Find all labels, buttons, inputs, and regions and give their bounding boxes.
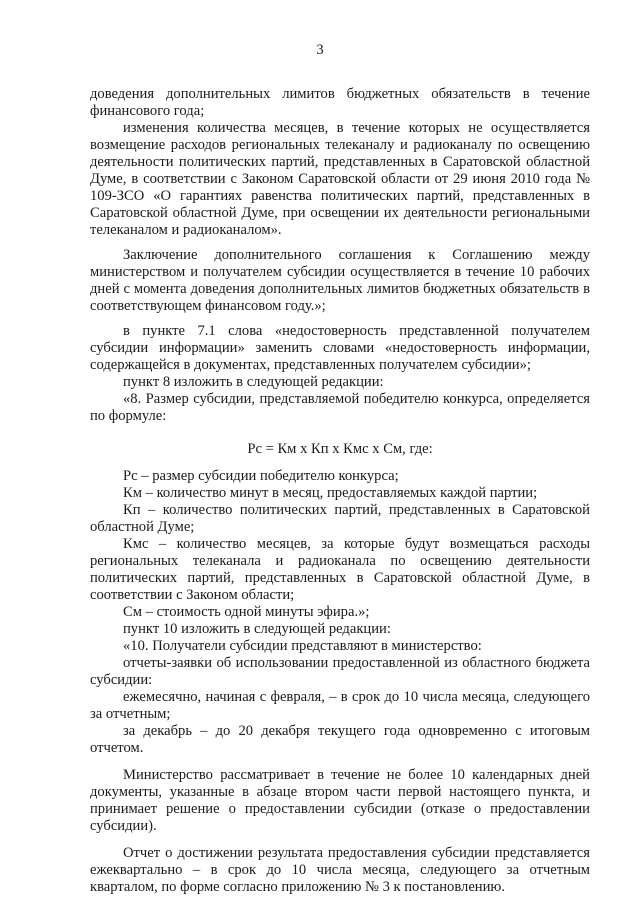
definition-item: Рс – размер субсидии победителю конкурса;	[123, 468, 399, 484]
paragraph: «8. Размер субсидии, представляемой победителю конкурса, определяется по формуле:	[90, 391, 590, 424]
paragraph: доведения дополнительных лимитов бюджетных обязательств в течение финансового года;	[90, 86, 590, 119]
definition-item: Кп – количество политических партий, представленных в Саратовской областной Думе;	[90, 502, 590, 535]
paragraph: «10. Получатели субсидии представляют в министерство:	[123, 638, 482, 654]
paragraph: за декабрь – до 20 декабря текущего года одновременно с итоговым отчетом.	[90, 723, 590, 756]
page-number: 3	[316, 42, 324, 58]
formula: Рс = Км х Кп х Кмс х См, где:	[247, 441, 433, 457]
definition-item: См – стоимость одной минуты эфира.»;	[123, 604, 370, 620]
paragraph: в пункте 7.1 слова «недостоверность представленной получателем субсидии информации» заменить словами «недостоверность информации, содержащейся в документах, представленных получателем субсидии»;	[90, 323, 590, 373]
paragraph: пункт 8 изложить в следующей редакции:	[123, 374, 384, 390]
paragraph: отчеты-заявки об использовании предоставленной из областного бюджета субсидии:	[90, 655, 590, 688]
paragraph: Министерство рассматривает в течение не более 10 календарных дней документы, указанные в абзаце втором части первой настоящего пункта, и принимает решение о предоставлении субсидии (отказе о предоставлении субсидии).	[90, 767, 590, 834]
definition-item: Км – количество минут в месяц, предоставляемых каждой партии;	[123, 485, 538, 501]
definition-item: Кмс – количество месяцев, за которые будут возмещаться расходы региональных телеканала и радиоканала по освещению деятельности политических партий, представленных в Саратовской областной Думе, в соответствии с Законом области;	[90, 536, 590, 603]
paragraph: Заключение дополнительного соглашения к Соглашению между министерством и получателем субсидии осуществляется в течение 10 рабочих дней с момента доведения дополнительных лимитов бюджетных обязательств в соответствующем финансовом году.»;	[90, 247, 590, 314]
document-body	[90, 86, 590, 896]
paragraph: Отчет о достижении результата предоставления субсидии представляется ежеквартально – в срок до 10 числа месяца, следующего за отчетным кварталом, по форме согласно приложению № 3 к постановлению.	[90, 845, 590, 895]
paragraph: пункт 10 изложить в следующей редакции:	[123, 621, 391, 637]
paragraph: ежемесячно, начиная с февраля, – в срок до 10 числа месяца, следующего за отчетным;	[90, 689, 590, 722]
paragraph: изменения количества месяцев, в течение которых не осуществляется возмещение расходов региональных телеканалу и радиоканалу по освещению деятельности политических партий, представленных в Саратовской областной Думе, в соответствии с Законом Саратовской области от 29 июня 2010 года № 109-ЗСО «О гарантиях равенства политических партий, представленных в Саратовской областной Думе, при освещении их деятельности региональными телеканалом и радиоканалом».	[90, 120, 590, 238]
